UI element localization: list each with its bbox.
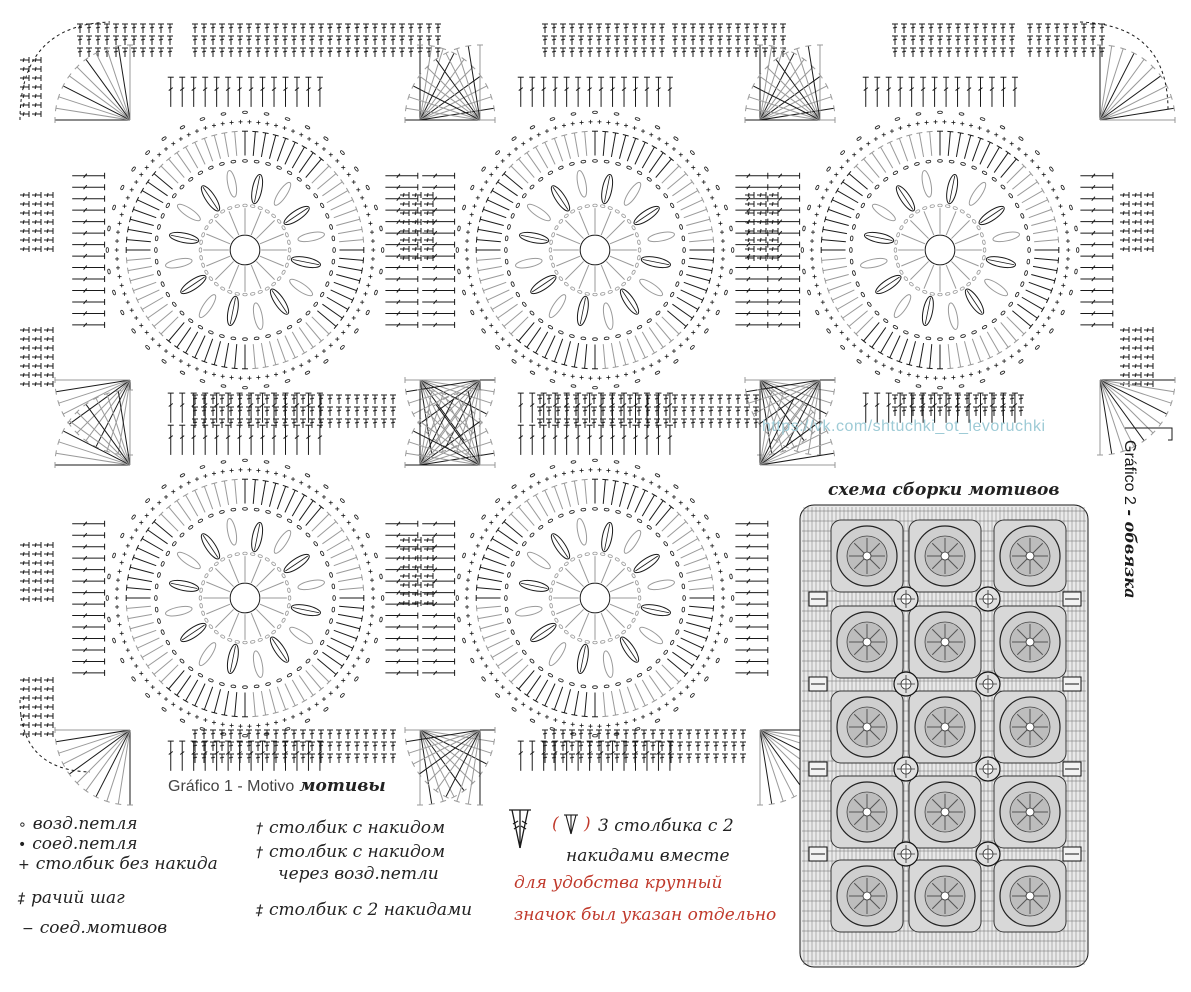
corner-fan xyxy=(417,390,495,468)
corner-fan xyxy=(745,45,823,123)
corner-fan xyxy=(417,727,495,805)
vertical-stitch-band xyxy=(20,677,53,737)
chart2-caption xyxy=(1120,440,1140,598)
corner-fan xyxy=(55,45,133,123)
cluster-paren-open: ( xyxy=(552,814,559,834)
vertical-stitch-band xyxy=(20,327,53,387)
legend-item-tr: ‡ столбик с 2 накидами xyxy=(256,900,473,920)
motif xyxy=(72,425,418,771)
motif xyxy=(422,77,768,423)
motif xyxy=(72,77,418,423)
cluster-small-symbol-icon xyxy=(562,812,580,836)
cluster-paren-close: ) xyxy=(584,814,591,834)
horizontal-stitch-band xyxy=(327,24,441,57)
horizontal-stitch-band xyxy=(542,24,665,57)
corner-fan xyxy=(405,727,483,805)
assembly-title: схема сборки мотивов xyxy=(828,480,1060,500)
vertical-stitch-band xyxy=(20,542,53,602)
corner-fan xyxy=(757,45,835,123)
legend-item-crab-stitch: ‡ рачий шаг xyxy=(18,888,125,908)
vertical-stitch-band xyxy=(400,192,433,261)
corner-fan xyxy=(55,727,133,805)
chart2-caption-ru: - обвязка xyxy=(1121,509,1140,599)
corner-fan xyxy=(1097,45,1175,123)
legend-item-dc: † столбик с накидом xyxy=(256,818,446,838)
chart1-caption-ru: мотивы xyxy=(299,776,386,796)
horizontal-stitch-band xyxy=(672,24,786,57)
cluster-label-line1: 3 столбика с 2 xyxy=(598,816,734,836)
vertical-stitch-band xyxy=(1120,192,1153,252)
horizontal-stitch-band xyxy=(1027,24,1105,57)
vertical-stitch-band xyxy=(400,537,433,606)
motif xyxy=(767,77,1113,423)
legend-item-chain: ∘ возд.петля xyxy=(18,814,138,834)
chart2-caption-es: Gráfico 2 xyxy=(1121,440,1138,505)
cluster-label-line2: накидами вместе xyxy=(566,846,730,866)
corner-fan xyxy=(405,45,483,123)
corner-fan xyxy=(55,390,133,468)
legend-item-single-crochet: + столбик без накида xyxy=(18,854,218,874)
vertical-stitch-band xyxy=(20,192,53,252)
chart1-caption xyxy=(168,776,386,796)
vertical-stitch-band xyxy=(745,192,778,261)
legend-item-join: − соед.мотивов xyxy=(22,918,168,938)
horizontal-stitch-band xyxy=(77,24,173,57)
horizontal-stitch-band xyxy=(892,24,1015,57)
cluster-note-line1: для удобства крупный xyxy=(514,873,723,893)
corner-fan xyxy=(745,377,823,455)
horizontal-stitch-band xyxy=(192,24,369,57)
horizontal-stitch-band xyxy=(537,395,759,428)
legend-item-dc-through-ch-line2: через возд.петли xyxy=(278,864,439,884)
cluster-symbol-icon xyxy=(506,806,534,852)
assembly-schematic xyxy=(800,505,1088,967)
motif xyxy=(422,425,768,771)
horizontal-stitch-band xyxy=(192,395,396,428)
legend-item-dc-through-ch: † столбик с накидом xyxy=(256,842,446,862)
cluster-note-line2: значок был указан отдельно xyxy=(514,905,777,925)
legend-item-slip-stitch: • соед.петля xyxy=(18,834,138,854)
source-url[interactable]: https://vk.com/shtuchki_ot_levoruchki xyxy=(762,418,1046,435)
corner-fan xyxy=(405,390,483,468)
chart1-caption-es: Gráfico 1 - Motivo xyxy=(168,778,295,795)
vertical-stitch-band xyxy=(1120,327,1153,387)
